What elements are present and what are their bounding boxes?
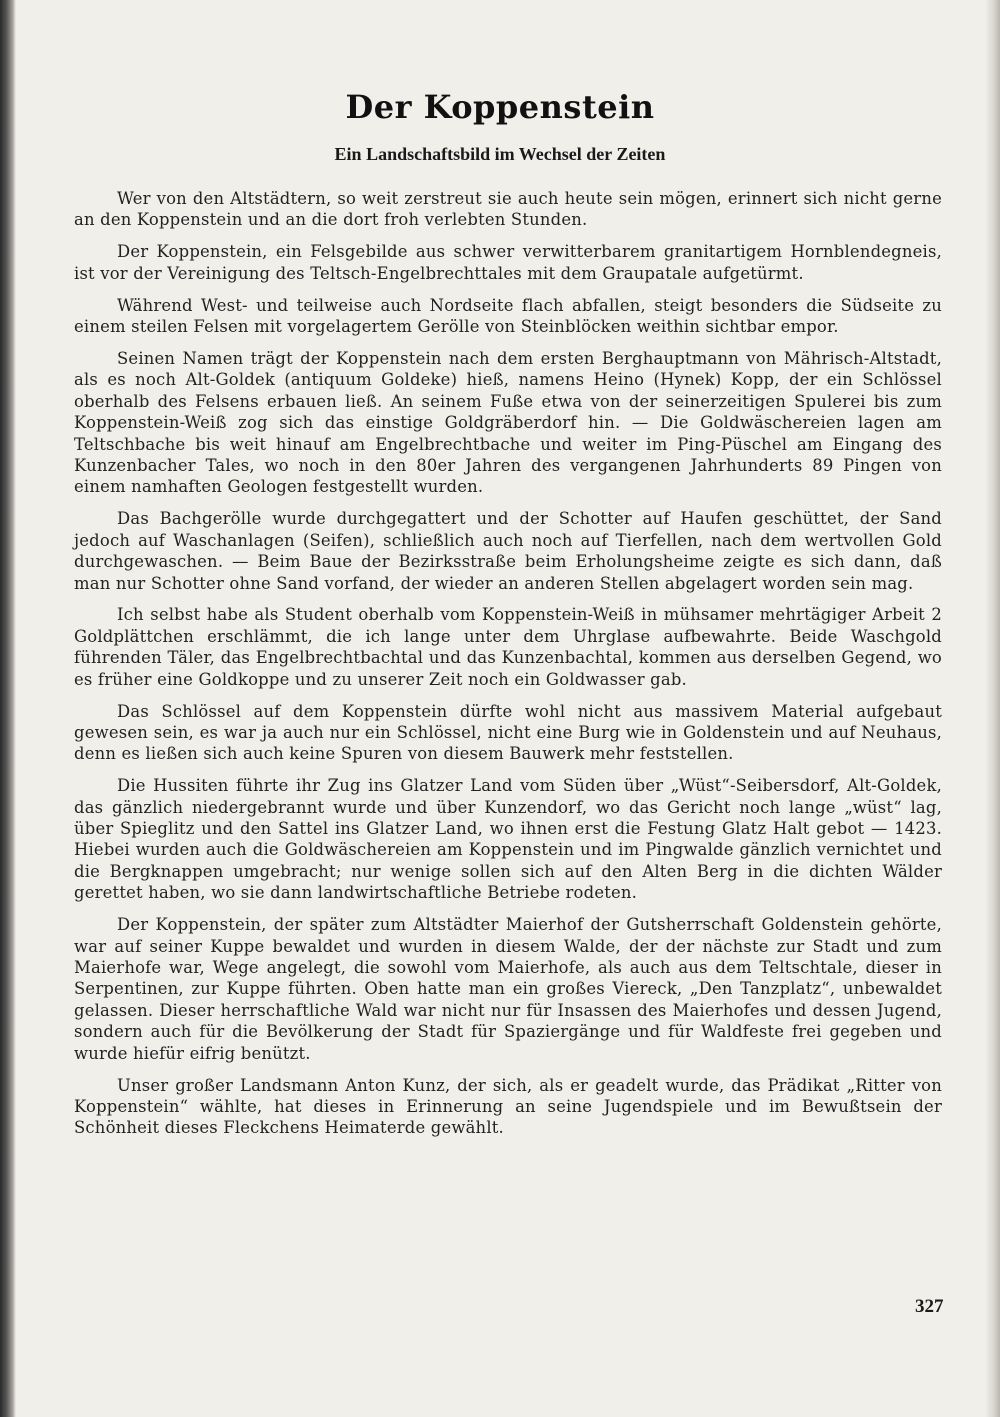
article-body [74,188,942,1149]
paragraph-4: Seinen Namen trägt der Koppenstein nach dem ersten Berghauptmann von Mährisch-Altstadt, als es noch Alt-Goldek (antiquum Goldeke) hieß, namens Heino (Hynek) Kopp, der ein Schlössel oberhalb des Felsens erbauen ließ. An seinem Fuße etwa von der seinerzeitigen Spulerei bis zum Koppenstein-Weiß zog sich das einstige Goldgräberdorf hin. — Die Goldwäschereien lagen am Teltschbache bis weit hinauf am Engelbrechtbache und weiter im Ping-Püschel am Eingang des Kunzenbacher Tales, wo noch in den 80er Jahren des vergangenen Jahrhunderts 89 Pingen von einem namhaften Geologen festgestellt wurden. [74,348,942,497]
paragraph-8: Die Hussiten führte ihr Zug ins Glatzer Land vom Süden über „Wüst“-Seibersdorf, Alt-Goldek, das gänzlich niedergebrannt wurde und über Kunzendorf, wo das Gericht noch lange „wüst“ lag, über Spieglitz und den Sattel ins Glatzer Land, wo ihnen erst die Festung Glatz Halt gebot — 1423. Hiebei wurden auch die Goldwäschereien am Koppenstein und im Pingwalde gänzlich vernichtet und die Bergknappen umgebracht; nur wenige sollen sich auf den Alten Berg in die dichten Wälder gerettet haben, wo sie dann landwirtschaftliche Betriebe rodeten. [74,776,942,903]
page-number: 327 [915,1296,944,1317]
paragraph-7: Das Schlössel auf dem Koppenstein dürfte wohl nicht aus massivem Material aufgebaut gewesen sein, es war ja auch nur ein Schlössel, nicht eine Burg wie in Goldenstein und auf Neuhaus, denn es ließen sich auch keine Spuren von diesem Bauwerk mehr feststellen. [74,701,942,764]
paragraph-9: Der Koppenstein, der später zum Altstädter Maierhof der Gutsherrschaft Goldenstein gehörte, war auf seiner Kuppe bewaldet und wurden in diesem Walde, der der nächste zur Stadt und zum Maierhofe war, Wege angelegt, die sowohl vom Maierhofe, als auch aus dem Teltschtale, dieser in Serpentinen, zur Kuppe führten. Oben hatte man ein großes Viereck, „Den Tanzplatz“, unbewaldet gelassen. Dieser herrschaftliche Wald war nicht nur für Insassen des Maierhofes und dessen Jugend, sondern auch für die Bevölkerung der Stadt für Spaziergänge und für Waldfeste frei gegeben und wurde hiefür eifrig benützt. [74,915,942,1063]
paragraph-5: Das Bachgerölle wurde durchgegattert und der Schotter auf Haufen geschüttet, der Sand jedoch auf Waschanlagen (Seifen), schließlich auch noch auf Tierfellen, nach dem wertvollen Gold durchgewaschen. — Beim Baue der Bezirksstraße beim Erholungsheime zeigte es sich dann, daß man nur Schotter ohne Sand vorfand, der wieder an anderen Stellen abgelagert worden sein mag. [74,509,942,593]
paragraph-6: Ich selbst habe als Student oberhalb vom Koppenstein-Weiß in mühsamer mehrtägiger Arbeit 2 Goldplättchen erschlämmt, die ich lange unter dem Uhrglase aufbewahrte. Beide Waschgold führenden Täler, das Engelbrechtbachtal und das Kunzenbachtal, kommen aus derselben Gegend, wo es früher eine Goldkoppe und zu unserer Zeit noch ein Goldwasser gab. [74,605,942,689]
book-binding-shadow [0,0,16,1417]
article-title: Der Koppenstein [345,88,655,126]
paragraph-3: Während West- und teilweise auch Nordseite flach abfallen, steigt besonders die Südseite zu einem steilen Felsen mit vorgelagertem Gerölle von Steinblöcken weithin sichtbar empor. [74,295,942,337]
paragraph-2: Der Koppenstein, ein Felsgebilde aus schwer verwitterbarem granitartigem Hornblendegneis, ist vor der Vereinigung des Teltsch-Engelbrechttales mit dem Graupatale aufgetürmt. [74,242,942,283]
paragraph-10: Unser großer Landsmann Anton Kunz, der sich, als er geadelt wurde, das Prädikat „Ritter von Koppenstein“ wählte, hat dieses in Erinnerung an seine Jugendspiele und im Bewußtsein der Schönheit dieses Fleckchens Heimaterde gewählt. [74,1075,942,1138]
article-subtitle: Ein Landschaftsbild im Wechsel der Zeiten [334,144,666,164]
page-edge-shadow [985,0,1000,1417]
paragraph-1: Wer von den Altstädtern, so weit zerstreut sie auch heute sein mögen, erinnert sich nicht gerne an den Koppenstein und an die dort froh verlebten Stunden. [74,189,942,230]
